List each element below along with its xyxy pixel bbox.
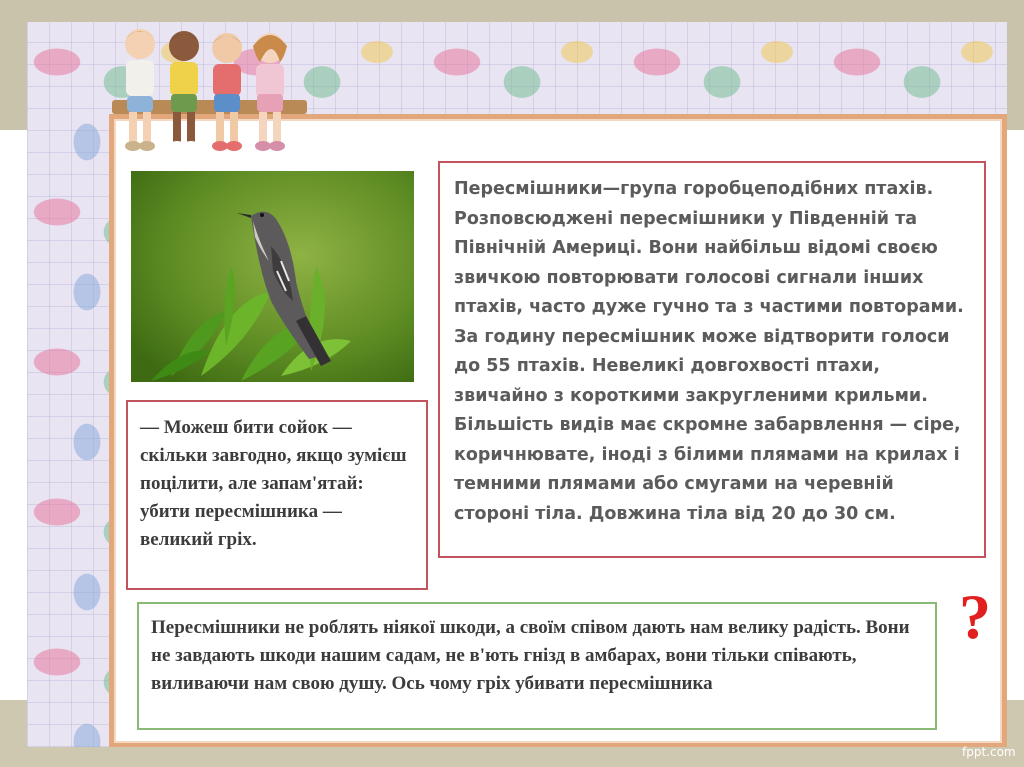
description-box: Пересмішники—група горобцеподібних птахів. Розповсюджені пересмішники у Південній та Північній Америці. Вони найбільш відомі своєю звичкою повторювати голосові сигнали інших птахів, часто дуже гучно та з частими повторами. За годину пересмішник може відтворити голоси до 55 птахів. Невеликі довгохвості птахи, звичайно з короткими закругленими крильми. Більшість видів має скромне забарвлення — сіре, коричнювате, іноді з білими плямами на крилах і темними плямами або смугами на черевній стороні тіла. Довжина тіла від 20 до 30 см.	[438, 161, 986, 558]
question-mark: ?	[959, 581, 991, 652]
child-3	[212, 33, 242, 151]
child-1	[125, 29, 155, 151]
quote-box: — Можеш бити сойок — скільки завгодно, якщо зумієш поцілити, але запам'ятай: убити пересмішника — великий гріх.	[126, 400, 428, 590]
mockingbird-photo	[131, 171, 414, 382]
children-illustration	[112, 22, 307, 154]
child-4	[253, 33, 287, 151]
slide	[27, 22, 1007, 747]
watermark: fppt.com	[962, 745, 1016, 759]
conclusion-box: Пересмішники не роблять ніякої шкоди, а своїм співом дають нам велику радість. Вони не завдають шкоди нашим садам, не в'ють гнізд в амбарах, вони тільки співають, виливаючи нам свою душу. Ось чому гріх убивати пересмішника	[137, 602, 937, 730]
child-2	[169, 31, 199, 151]
